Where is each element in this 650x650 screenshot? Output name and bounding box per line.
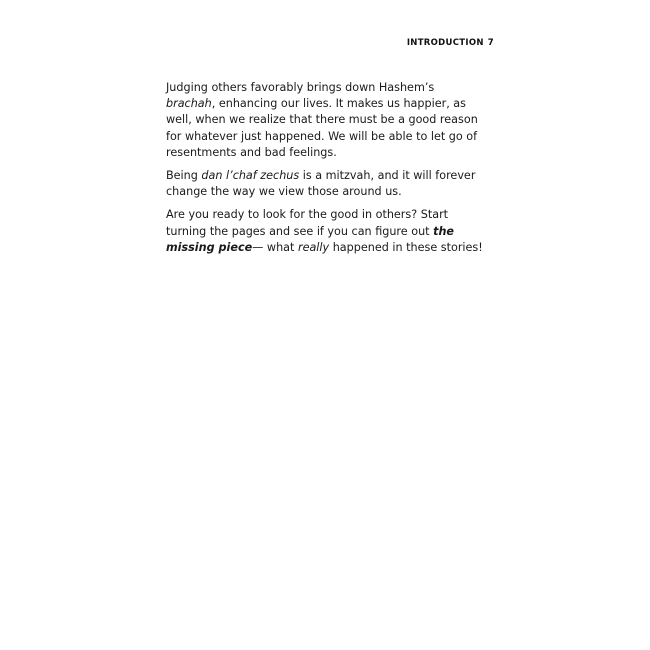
text-run: Judging others favorably brings down Hashem’s — [166, 81, 435, 94]
page-number: 7 — [487, 38, 494, 48]
text-run: Being — [166, 169, 202, 183]
text-run: — what — [252, 240, 298, 254]
paragraph-1 — [166, 80, 484, 161]
text-run: happened in these stories! — [329, 240, 483, 254]
running-head — [407, 38, 494, 48]
italic-word: really — [297, 240, 330, 254]
paragraph-3 — [166, 207, 484, 256]
bold-italic-phrase: the missing piece — [166, 224, 455, 254]
section-title: INTRODUCTION — [406, 38, 484, 48]
text-run: , enhancing our lives. It makes us happier, as well, when we realize that there must be a good reason for whatever just happened. We will be able to let go of resentments and bad feelings. — [166, 97, 478, 159]
italic-term: brachah — [166, 97, 212, 111]
italic-term: dan l’chaf zechus — [201, 169, 300, 183]
paragraph-2 — [166, 168, 484, 200]
body-text — [166, 80, 484, 263]
text-run: Are you ready to look for the good in others? Start turning the pages and see if you can figure out — [166, 208, 449, 238]
text-run: is a mitzvah, and it will forever change the way we view those around us. — [166, 169, 476, 199]
